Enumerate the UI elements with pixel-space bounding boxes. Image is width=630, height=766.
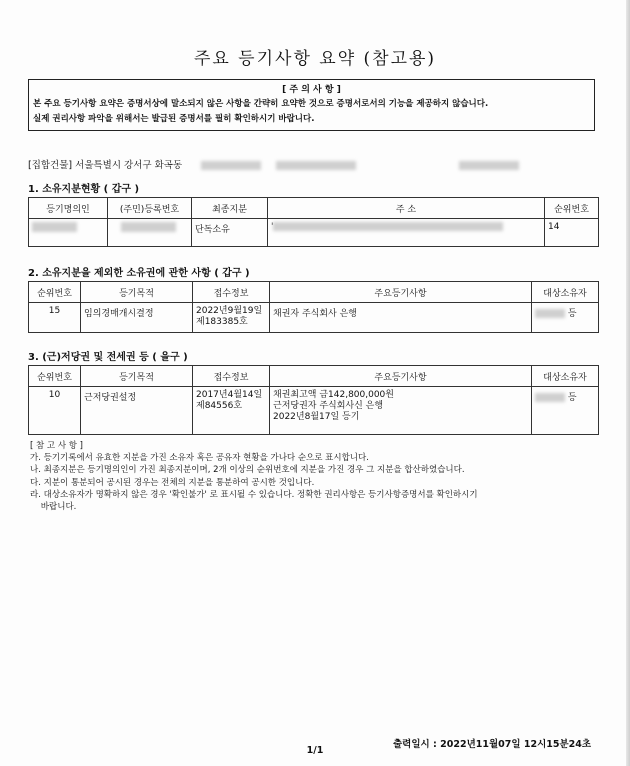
col-header: 순위번호 [29, 282, 81, 303]
ownership-rights-table [28, 281, 599, 333]
building-address [28, 157, 519, 171]
main-info-cell: 채권최고액 금142,800,000원 근저당권자 주식회사신 은행 2022년8월17일 등기 [270, 387, 532, 435]
rank-cell: 15 [29, 303, 81, 333]
notice-heading: [ 주 의 사 항 ] [282, 85, 341, 95]
redacted-block [201, 161, 261, 170]
note-item: 가. 등기기록에서 유효한 지분을 가진 소유자 혹은 공유자 현황을 가나다 순으로 표시합니다. [30, 453, 369, 464]
col-header: 최종지분 [192, 198, 268, 219]
ownership-table [28, 197, 599, 247]
redacted-block [121, 222, 176, 232]
notice-box [28, 79, 595, 131]
document-title: 주요 등기사항 요약 (참고용) [193, 49, 437, 69]
rank-cell: 10 [29, 387, 81, 435]
col-header: 주요등기사항 [270, 282, 532, 303]
redacted-block [535, 309, 565, 318]
notice-line-2: 실제 권리사항 파악을 위해서는 발급된 증명서를 필히 확인하시기 바랍니다. [33, 114, 315, 124]
print-value: 2022년11월07일 12시15분24초 [440, 739, 592, 750]
table-header-row [29, 366, 599, 387]
main-info-cell: 채권자 주식회사 은행 [270, 303, 532, 333]
reg-number-cell [108, 219, 192, 247]
print-label: 출력일시 : [393, 739, 437, 750]
notice-text [33, 97, 591, 127]
target-owner-cell: 등 [532, 387, 599, 435]
mortgage-table [28, 365, 599, 435]
note-item: 라. 대상소유자가 명확하지 않은 경우 '확인불가' 로 표시될 수 있습니다. 정확한 권리사항은 등기사항증명서를 확인하시기 [30, 489, 478, 500]
redacted-block [459, 161, 519, 170]
table-header-row [29, 282, 599, 303]
building-prefix: [집합건물] [28, 160, 73, 171]
notes-heading: [ 참 고 사 항 ] [30, 441, 83, 451]
rank-cell: 14 [545, 219, 599, 247]
section-3-title: 3. (근)저당권 및 전세권 등 ( 을구 ) [28, 352, 188, 363]
col-header: 접수정보 [193, 282, 270, 303]
redacted-block [32, 222, 77, 232]
receipt-cell: 2022년9월19일 제183385호 [193, 303, 270, 333]
purpose-cell: 근저당권설정 [81, 387, 193, 435]
section-2-title: 2. 소유지분을 제외한 소유권에 관한 사항 ( 갑구 ) [28, 268, 250, 279]
note-item: 나. 최종지분은 등기명의인이 가진 최종지분이며, 2개 이상의 순위번호에 지분을 가진 경우 그 지분을 합산하였습니다. [30, 465, 465, 476]
col-header: 주 소 [268, 198, 545, 219]
section-1-title: 1. 소유지분현황 ( 갑구 ) [28, 184, 140, 195]
redacted-block [273, 222, 503, 231]
notice-line-1: 본 주요 등기사항 요약은 증명서상에 말소되지 않은 사항을 간략히 요약한 것으로 증명서로서의 기능을 제공하지 않습니다. [33, 99, 489, 109]
receipt-cell: 2017년4월14일 제84556호 [193, 387, 270, 435]
page-edge [626, 0, 630, 766]
page-number: 1/1 [306, 745, 324, 756]
col-header: 대상소유자 [532, 366, 599, 387]
col-header: 순위번호 [545, 198, 599, 219]
table-row [29, 387, 599, 435]
table-row [29, 219, 599, 247]
share-cell: 단독소유 [192, 219, 268, 247]
col-header: 등기명의인 [29, 198, 108, 219]
col-header: 접수정보 [193, 366, 270, 387]
col-header: 등기목적 [81, 366, 193, 387]
col-header: 등기목적 [81, 282, 193, 303]
col-header: 순위번호 [29, 366, 81, 387]
col-header: 주요등기사항 [270, 366, 532, 387]
purpose-cell: 임의경매개시결정 [81, 303, 193, 333]
table-row [29, 303, 599, 333]
redacted-block [276, 161, 356, 170]
target-owner-cell: 등 [532, 303, 599, 333]
note-item: 다. 지분이 통분되어 공시된 경우는 전체의 지분을 통분하여 공시한 것입니다. [30, 477, 315, 488]
col-header: (주민)등록번호 [108, 198, 192, 219]
redacted-block [535, 393, 565, 402]
note-item: 바랍니다. [30, 502, 77, 513]
reference-notes [30, 440, 478, 513]
table-header-row [29, 198, 599, 219]
address-cell: ' [268, 219, 545, 247]
owner-name-cell [29, 219, 108, 247]
col-header: 대상소유자 [532, 282, 599, 303]
building-address-text: 서울특별시 강서구 화곡동 [75, 160, 183, 171]
